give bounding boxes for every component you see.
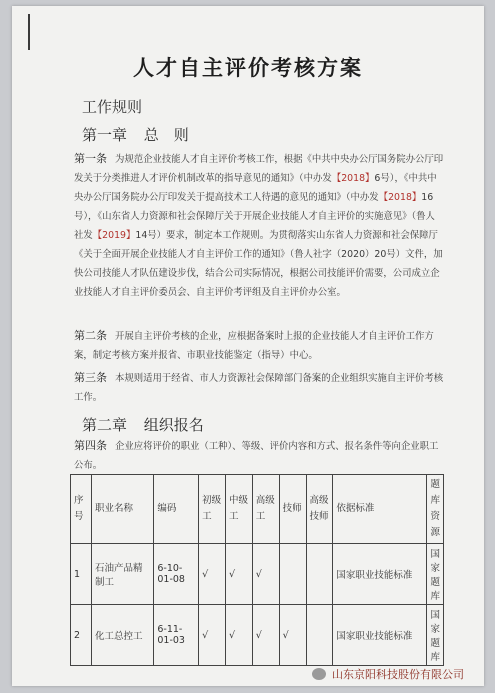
article-1 [74,149,444,302]
article-1-label: 第一条 [74,152,107,165]
chapter-1-number: 第一章 [82,126,128,144]
header-level-1: 初级工 [199,475,226,544]
article-2-text: 开展自主评价考核的企业，应根据备案时上报的企业技能人才自主评价工作方案，制定考核方案并报省、市职业技能鉴定（指导）中心。 [74,331,434,361]
row-name: 化工总控工 [91,605,153,666]
row-level-2: √ [225,605,252,666]
row-senior-technician [306,544,333,605]
article-4-label: 第四条 [74,439,107,452]
table-row [71,605,444,666]
article-1-text-c: 16号），《山东省人力资源和社会保障厅关于开展企业技能人才自主评价的实施意见》（鲁人社发 [74,192,435,241]
row-level-1: √ [199,544,226,605]
row-name: 石油产品精制工 [91,544,153,605]
article-1-ref-2: 【2018】 [378,192,422,203]
row-level-3: √ [252,544,279,605]
article-3-text: 本规则适用于经省、市人力资源社会保障部门备案的企业组织实施自主评价考核工作。 [74,373,444,403]
row-code: 6-10-01-08 [154,544,199,605]
watermark [312,666,464,682]
header-level-3: 高级工 [252,475,279,544]
table-row [71,544,444,605]
chapter-1-heading [82,124,189,145]
row-code: 6-11-01-03 [154,605,199,666]
row-level-3: √ [252,605,279,666]
table-header-row [71,475,444,544]
chapter-2-name: 组织报名 [143,416,204,434]
header-level-2: 中级工 [225,475,252,544]
header-question-bank: 题库资源 [427,475,444,544]
header-standard: 依据标准 [333,475,427,544]
row-no: 2 [71,605,92,666]
row-standard: 国家职业技能标准 [333,605,427,666]
chapter-1-name: 总 则 [143,126,189,144]
row-senior-technician [306,605,333,666]
article-1-text-a: 为规范企业技能人才自主评价考核工作，根据《中共中央办公厅国务院办公厅印发关于分类推进人才评价机制改革的指导意见的通知》（中办发 [74,154,444,184]
pen-mark [28,14,30,50]
row-technician [279,544,306,605]
header-name: 职业名称 [91,475,153,544]
rules-heading: 工作规则 [82,98,143,116]
article-1-ref-3: 【2019】 [92,230,136,241]
header-no: 序号 [71,475,92,544]
document-title: 人才自主评价考核方案 [133,56,363,80]
row-technician: √ [279,605,306,666]
chapter-2-heading [82,414,204,435]
row-standard: 国家职业技能标准 [333,544,427,605]
article-2 [74,326,444,365]
row-question-bank: 国家题库 [427,544,444,605]
header-technician: 技师 [279,475,306,544]
header-senior-technician: 高级技师 [306,475,333,544]
header-code: 编码 [154,475,199,544]
occupation-table [70,474,444,666]
article-1-text-d: 14号）要求，制定本工作规则。为贯彻落实山东省人力资源和社会保障厅《关于全面开展企业技能人才自主评价工作的通知》（鲁人社字（2020）20号）文件，加快公司技能人才队伍建设步伐，结合公司实际情况，根据公司技能评价需要，公司成立企业技能人才自主评价委员会、自主评价考评组及自主评价办公室。 [74,230,443,298]
row-level-2: √ [225,544,252,605]
wechat-icon [312,668,326,680]
watermark-brand: 山东京阳科技股份有限公司 [332,668,464,681]
document-page [12,6,484,686]
row-no: 1 [71,544,92,605]
article-4-text: 企业应将评价的职业（工种）、等级、评价内容和方式、报名条件等向企业职工公布。 [74,441,439,471]
article-3 [74,368,444,407]
article-3-label: 第三条 [74,371,107,384]
row-level-1: √ [199,605,226,666]
article-2-label: 第二条 [74,329,107,342]
article-1-text-b: 6号），《中共中央办公厅国务院办公厅印发关于提高技术工人待遇的意见的通知》（中办发 [74,173,437,203]
article-4 [74,436,444,475]
chapter-2-number: 第二章 [82,416,128,434]
article-1-ref-1: 【2018】 [331,173,375,184]
row-question-bank: 国家题库 [427,605,444,666]
